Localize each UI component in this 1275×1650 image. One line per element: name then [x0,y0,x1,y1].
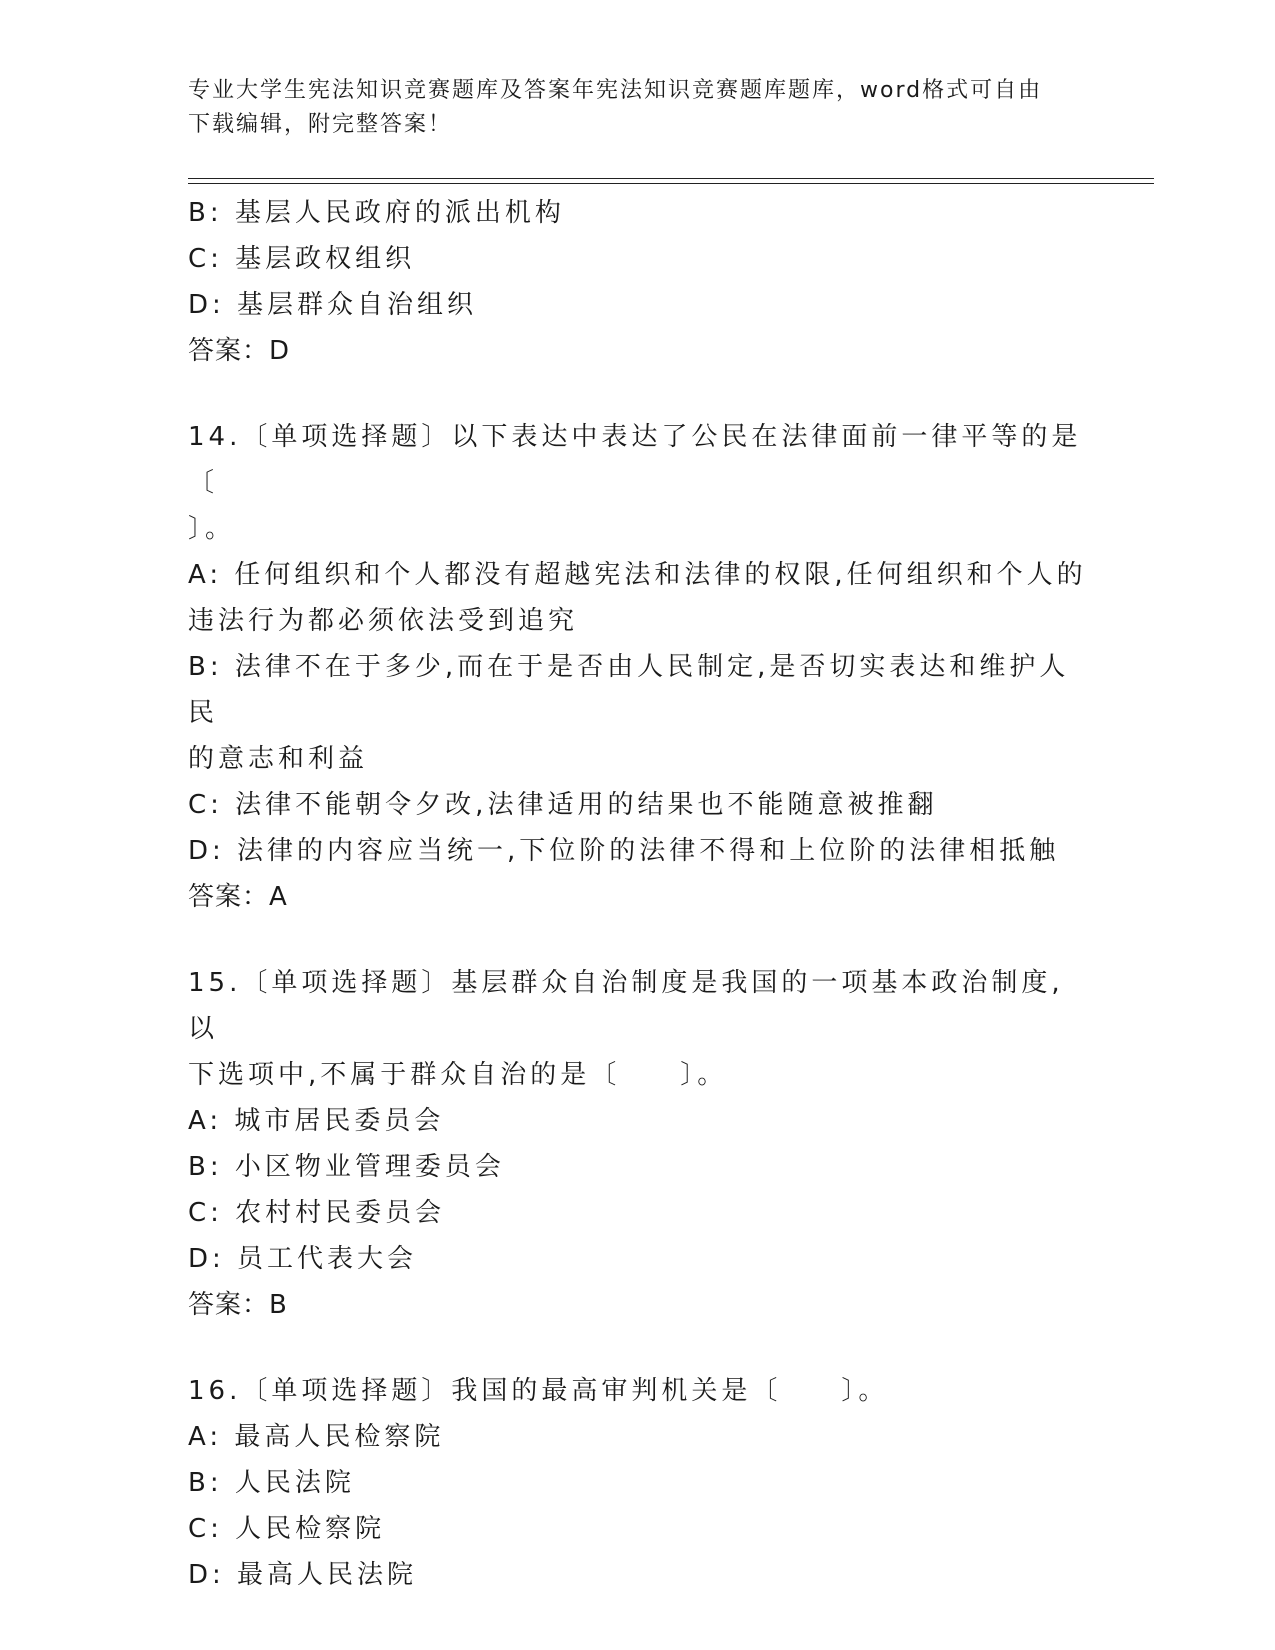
question-list [188,190,1088,1598]
header-divider-top [188,178,1154,179]
question-13-tail [188,190,1088,374]
option-b: B: 人民法院 [188,1468,355,1498]
option-a-cont: 违法行为都必须依法受到追究 [188,606,579,636]
header-divider-bottom [188,183,1154,184]
answer: 答案：D [188,336,291,366]
option-b: B: 基层人民政府的派出机构 [188,198,565,228]
spacer [188,1328,1088,1368]
option-a: A: 最高人民检察院 [188,1422,445,1452]
question-stem-cont: 〕。 [188,514,236,544]
option-d: D: 法律的内容应当统一,下位阶的法律不得和上位阶的法律相抵触 [188,836,1060,866]
spacer [188,374,1088,414]
header-line-2: 下载编辑，附完整答案！ [188,112,453,137]
option-c: C: 人民检察院 [188,1514,386,1544]
option-a: A: 城市居民委员会 [188,1106,445,1136]
answer: 答案：B [188,1290,288,1320]
document-header [188,74,1088,142]
option-d: D: 最高人民法院 [188,1560,418,1590]
option-b: B: 法律不在于多少,而在于是否由人民制定,是否切实表达和维护人民 [188,652,1070,728]
question-15 [188,960,1088,1328]
question-stem: 14.〔单项选择题〕以下表达中表达了公民在法律面前一律平等的是〔 [188,422,1082,498]
option-c: C: 农村村民委员会 [188,1198,446,1228]
option-b: B: 小区物业管理委员会 [188,1152,505,1182]
question-stem-cont: 下选项中,不属于群众自治的是〔 〕。 [188,1060,728,1090]
question-14 [188,414,1088,920]
option-c: C: 基层政权组织 [188,244,416,274]
header-line-1: 专业大学生宪法知识竞赛题库及答案年宪法知识竞赛题库题库，word格式可自由 [188,78,1043,103]
question-16 [188,1368,1088,1598]
option-d: D: 员工代表大会 [188,1244,418,1274]
option-a: A: 任何组织和个人都没有超越宪法和法律的权限,任何组织和个人的 [188,560,1087,590]
answer: 答案：A [188,882,288,912]
option-b-cont: 的意志和利益 [188,744,369,774]
option-c: C: 法律不能朝令夕改,法律适用的结果也不能随意被推翻 [188,790,938,820]
spacer [188,920,1088,960]
option-d: D: 基层群众自治组织 [188,290,478,320]
question-stem: 15.〔单项选择题〕基层群众自治制度是我国的一项基本政治制度,以 [188,968,1064,1044]
question-stem: 16.〔单项选择题〕我国的最高审判机关是〔 〕。 [188,1376,889,1406]
